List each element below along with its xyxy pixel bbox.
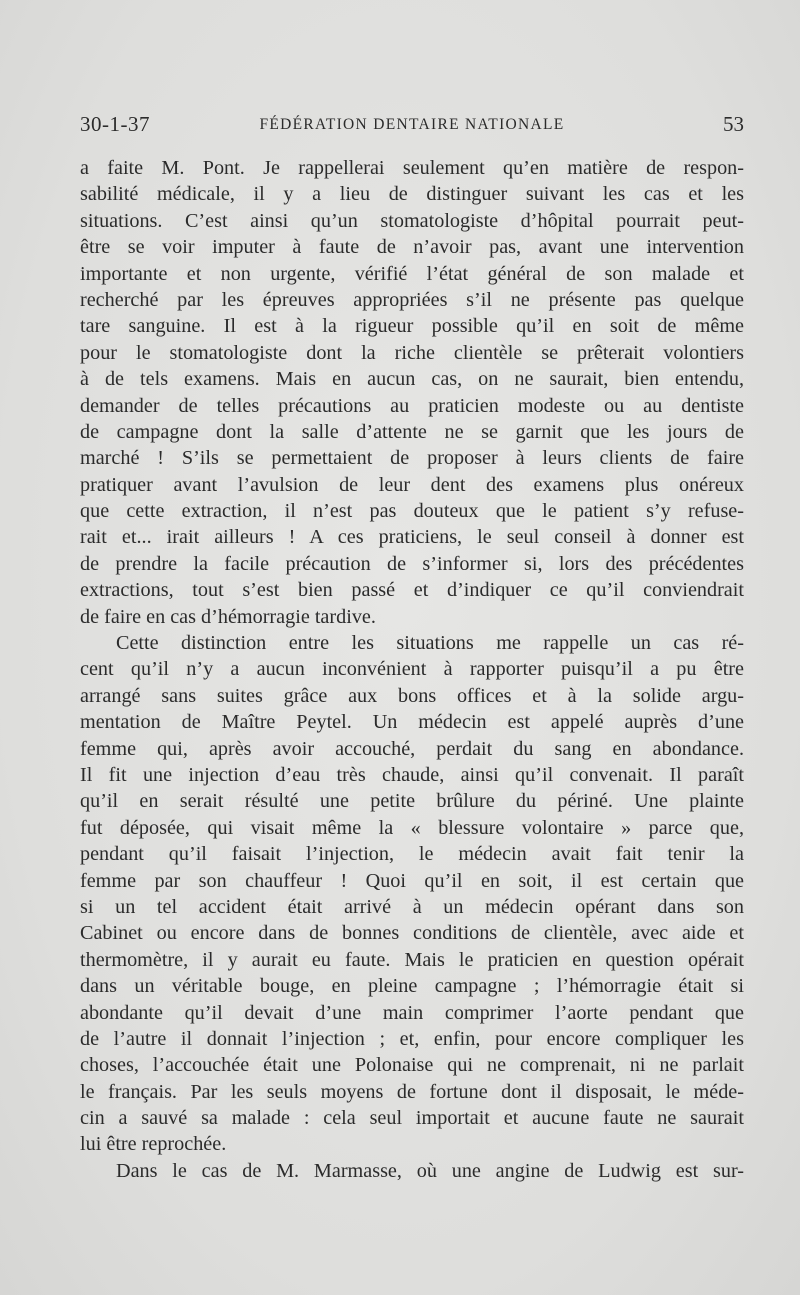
text-line: a faite M. Pont. Je rappellerai seulement qu’en matière de respon- — [80, 157, 744, 179]
text-line: demander de telles précautions au praticien modeste ou au dentiste — [80, 394, 744, 417]
running-header — [80, 112, 744, 140]
text-line: le français. Par les seuls moyens de fortune dont il disposait, le méde- — [80, 1080, 744, 1103]
text-line: de campagne dont la salle d’attente ne se garnit que les jours de — [80, 420, 744, 443]
journal-title: FÉDÉRATION DENTAIRE NATIONALE — [259, 116, 565, 133]
header-date: 30-1-37 — [80, 112, 150, 136]
text-line: fut déposée, qui visait même la « blessure volontaire » parce que, — [80, 816, 744, 839]
text-line: que cette extraction, il n’est pas douteux que le patient s’y refuse- — [80, 500, 744, 523]
text-line: dans un véritable bouge, en pleine campagne ; l’hémorragie était si — [80, 975, 744, 998]
text-line: situations. C’est ainsi qu’un stomatologiste d’hôpital pourrait peut- — [80, 209, 744, 232]
text-line: qu’il en serait résulté une petite brûlure du périné. Une plainte — [80, 790, 744, 813]
text-line: arrangé sans suites grâce aux bons offices et à la solide argu- — [80, 684, 744, 707]
text-line: extractions, tout s’est bien passé et d’indiquer ce qu’il conviendrait — [80, 579, 744, 602]
text-line: de faire en cas d’hémorragie tardive. — [80, 605, 376, 628]
text-line: tare sanguine. Il est à la rigueur possible qu’il en soit de même — [80, 315, 744, 338]
text-line: de l’autre il donnait l’injection ; et, enfin, pour encore compliquer les — [80, 1027, 744, 1050]
text-line: choses, l’accouchée était une Polonaise qui ne comprenait, ni ne parlait — [80, 1054, 744, 1077]
text-line: Dans le cas de M. Marmasse, où une angine de Ludwig est sur- — [116, 1159, 744, 1182]
page-number: 53 — [723, 112, 744, 136]
text-line: à de tels examens. Mais en aucun cas, on ne saurait, bien entendu, — [80, 368, 744, 391]
text-line: pratiquer avant l’avulsion de leur dent des examens plus onéreux — [80, 473, 744, 496]
text-line: Cabinet ou encore dans de bonnes conditions de clientèle, avec aide et — [80, 922, 744, 945]
text-line: Il fit une injection d’eau très chaude, ainsi qu’il convenait. Il paraît — [80, 763, 744, 786]
text-line: sabilité médicale, il y a lieu de distinguer suivant les cas et les — [80, 183, 744, 206]
text-line: abondante qu’il devait d’une main comprimer l’aorte pendant que — [80, 1001, 744, 1024]
text-line: Cette distinction entre les situations me rappelle un cas ré- — [116, 632, 744, 655]
text-line: lui être reprochée. — [80, 1133, 227, 1156]
text-line: cent qu’il n’y a aucun inconvénient à rapporter puisqu’il a pu être — [80, 658, 744, 681]
text-line: pour le stomatologiste dont la riche clientèle se prêterait volontiers — [80, 341, 744, 364]
text-line: recherché par les épreuves appropriées s’il ne présente pas quelque — [80, 288, 744, 311]
text-line: mentation de Maître Peytel. Un médecin est appelé auprès d’une — [80, 711, 744, 734]
text-line: femme par son chauffeur ! Quoi qu’il en soit, il est certain que — [80, 869, 744, 892]
text-line: être se voir imputer à faute de n’avoir pas, avant une intervention — [80, 236, 744, 259]
text-line: rait et... irait ailleurs ! A ces praticiens, le seul conseil à donner est — [80, 526, 744, 549]
text-line: de prendre la facile précaution de s’informer si, lors des précédentes — [80, 552, 744, 575]
text-line: thermomètre, il y aurait eu faute. Mais le praticien en question opérait — [80, 948, 744, 971]
body-text — [80, 155, 744, 1184]
text-line: femme qui, après avoir accouché, perdait du sang en abondance. — [80, 737, 744, 760]
text-line: marché ! S’ils se permettaient de proposer à leurs clients de faire — [80, 447, 744, 470]
text-line: pendant qu’il faisait l’injection, le médecin avait fait tenir la — [80, 843, 744, 866]
text-line: si un tel accident était arrivé à un médecin opérant dans son — [80, 895, 744, 918]
text-line: importante et non urgente, vérifié l’état général de son malade et — [80, 262, 744, 285]
text-line: cin a sauvé sa malade : cela seul importait et aucune faute ne saurait — [80, 1107, 744, 1130]
